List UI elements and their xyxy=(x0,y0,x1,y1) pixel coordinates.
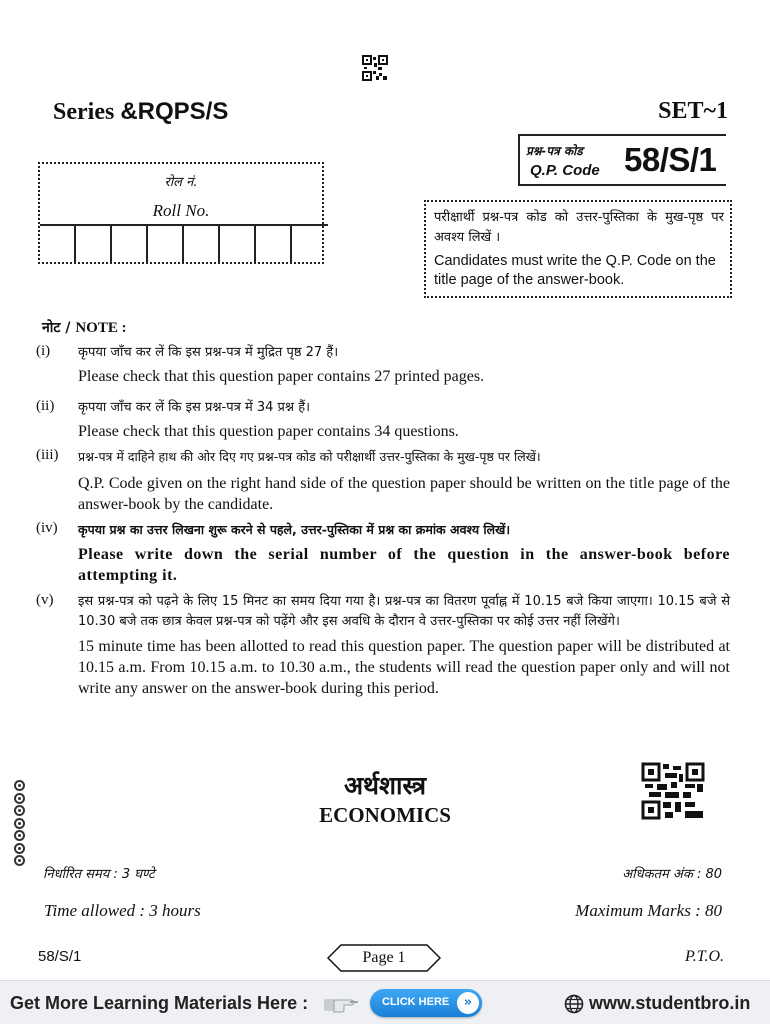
roll-digit-cell[interactable] xyxy=(292,224,328,262)
note-item-english: 15 minute time has been allotted to read this question paper. The question paper will be distributed at 10.15 a.m. From 10.15 a.m. to 10.30 a.m., the students will read the question paper only and will not write any answer on the answer-book during this period. xyxy=(78,638,730,697)
roll-label-english: Roll No. xyxy=(152,201,210,220)
promo-banner xyxy=(0,980,770,1024)
double-chevron-right-icon: » xyxy=(457,992,479,1014)
max-marks-english: Maximum Marks : 80 xyxy=(575,901,722,920)
note-item xyxy=(36,520,730,586)
banner-text: Get More Learning Materials Here : xyxy=(10,993,309,1013)
roll-digit-cell[interactable] xyxy=(76,224,112,262)
roll-digit-cell[interactable] xyxy=(220,224,256,262)
margin-circle xyxy=(14,843,25,854)
globe-icon xyxy=(564,994,584,1014)
page-number-badge xyxy=(327,944,441,972)
note-item-hindi: इस प्रश्न-पत्र को पढ़ने के लिए 15 मिनट का समय दिया गया है। प्रश्न-पत्र का वितरण पूर्वाह्न में 10.15 बजे किया जाएगा। 10.15 बजे से 10.30 बजे तक छात्र केवल प्रश्न-पत्र को पढ़ेंगे और इस अवधि के दौरान वे उत्तर-पुस्तिका पर कोई उत्तर नहीं लिखेंगे। xyxy=(78,594,730,629)
note-item xyxy=(36,592,730,699)
note-item xyxy=(36,398,730,442)
qp-code-label-english: Q.P. Code xyxy=(530,162,600,179)
note-item-hindi: कृपया प्रश्न का उत्तर लिखना शुरू करने से पहले, उत्तर-पुस्तिका में प्रश्न का क्रमांक अवश्य लिखें। xyxy=(78,522,511,537)
note-item-hindi: कृपया जाँच कर लें कि इस प्रश्न-पत्र में मुद्रित पृष्ठ 27 हैं। xyxy=(78,345,339,360)
set-number: SET~1 xyxy=(658,98,728,124)
note-item-number: (v) xyxy=(36,592,54,608)
margin-circles xyxy=(14,780,25,868)
note-heading-english: NOTE : xyxy=(75,320,127,336)
note-item-english: Please check that this question paper contains 34 questions. xyxy=(78,423,459,440)
roll-label-hindi: रोल नं. xyxy=(164,175,198,190)
series-code: &RQPS/S xyxy=(120,98,229,125)
note-heading-hindi: नोट / xyxy=(42,320,71,336)
note-item-hindi: प्रश्न-पत्र में दाहिने हाथ की ओर दिए गए प्रश्न-पत्र कोड को परीक्षार्थी उत्तर-पुस्तिका के मुख-पृष्ठ पर लिखें। xyxy=(78,449,541,464)
qp-code-box xyxy=(518,134,726,186)
note-item-number: (iv) xyxy=(36,520,58,536)
time-allowed-english: Time allowed : 3 hours xyxy=(44,901,201,920)
note-item-english: Please check that this question paper contains 27 printed pages. xyxy=(78,368,485,385)
roll-digit-cell[interactable] xyxy=(148,224,184,262)
time-allowed-hindi: निर्धारित समय : 3 घण्टे xyxy=(43,867,155,882)
subject-title-hindi: अर्थशास्त्र xyxy=(343,771,427,800)
qr-code-large-icon xyxy=(641,762,705,820)
qp-code-label-hindi: प्रश्न-पत्र कोड xyxy=(526,144,583,158)
candidate-note-english: Candidates must write the Q.P. Code on the title page of the answer-book. xyxy=(434,253,716,288)
margin-circle xyxy=(14,780,25,791)
roll-number-box xyxy=(38,162,324,264)
qp-code-value: 58/S/1 xyxy=(624,141,717,178)
note-item-number: (ii) xyxy=(36,398,55,414)
margin-circle xyxy=(14,830,25,841)
margin-circle xyxy=(14,805,25,816)
footer-qp-code: 58/S/1 xyxy=(38,948,82,965)
candidate-note-hindi: परीक्षार्थी प्रश्न-पत्र कोड को उत्तर-पुस्तिका के मुख-पृष्ठ पर अवश्य लिखें । xyxy=(434,210,724,245)
note-item-number: (i) xyxy=(36,343,51,359)
subject-title-english: ECONOMICS xyxy=(319,803,451,827)
note-item xyxy=(36,343,730,387)
margin-circle xyxy=(14,818,25,829)
pto-label: P.T.O. xyxy=(685,948,724,965)
qr-code-small-icon xyxy=(362,55,388,81)
roll-number-cells xyxy=(40,224,328,262)
click-here-button[interactable] xyxy=(370,989,482,1017)
roll-digit-cell[interactable] xyxy=(112,224,148,262)
candidate-instruction-box xyxy=(424,200,732,298)
margin-circle xyxy=(14,855,25,866)
roll-digit-cell[interactable] xyxy=(256,224,292,262)
website-link[interactable]: www.studentbro.in xyxy=(589,993,751,1013)
note-item-english: Q.P. Code given on the right hand side of the question paper should be written on the title page of the answer-book by the candidate. xyxy=(78,475,730,513)
note-item-number: (iii) xyxy=(36,447,59,463)
roll-digit-cell[interactable] xyxy=(40,224,76,262)
note-heading xyxy=(42,318,127,339)
click-here-label: CLICK HERE xyxy=(382,996,450,1008)
note-item-hindi: कृपया जाँच कर लें कि इस प्रश्न-पत्र में 34 प्रश्न हैं। xyxy=(78,400,311,415)
pointing-hand-icon xyxy=(324,993,360,1013)
margin-circle xyxy=(14,793,25,804)
note-item xyxy=(36,447,730,515)
series-label xyxy=(53,98,228,126)
max-marks-hindi: अधिकतम अंक : 80 xyxy=(622,867,722,882)
note-item-english: Please write down the serial number of the question in the answer-book before attempting it. xyxy=(78,546,730,584)
series-label-text: Series xyxy=(53,99,115,125)
page-number-label: Page 1 xyxy=(362,949,406,966)
roll-digit-cell[interactable] xyxy=(184,224,220,262)
